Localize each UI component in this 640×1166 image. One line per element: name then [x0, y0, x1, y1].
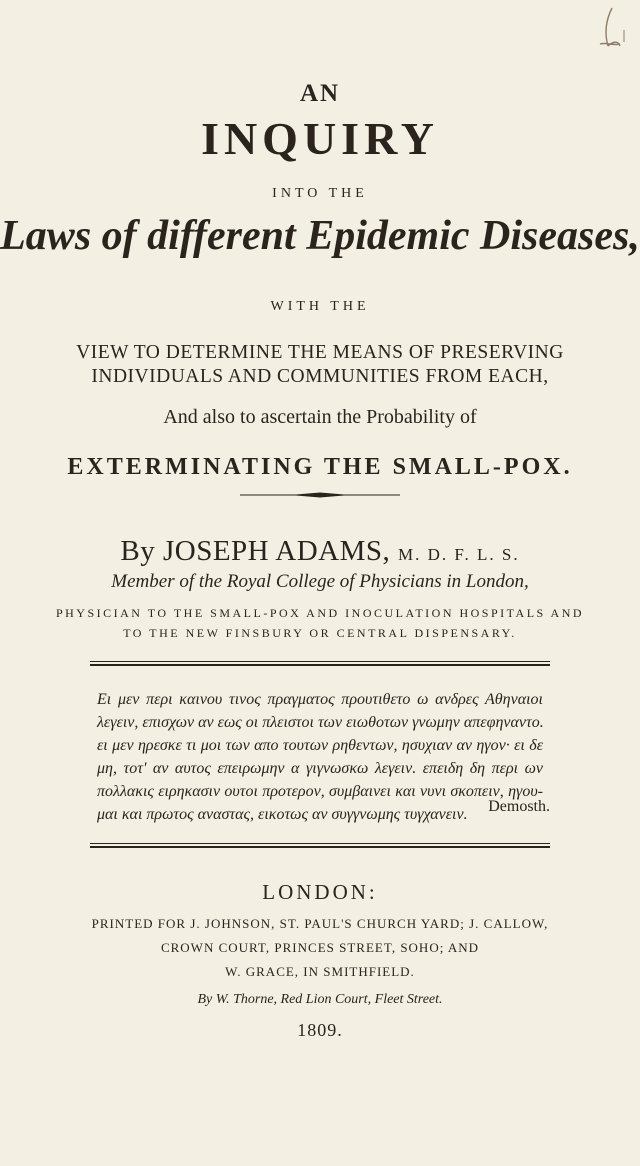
imprint-printed-for-1: PRINTED FOR J. JOHNSON, ST. PAUL'S CHURCH YARD; J. CALLOW, [91, 916, 549, 931]
line-inquiry: INQUIRY [201, 113, 439, 164]
imprint-printed-for-3: W. GRACE, IN SMITHFIELD. [225, 964, 415, 979]
line-an: AN [299, 80, 341, 107]
epigraph-line: λεγειν, επισχων αν εως οι πλειστοι των ειωθοτων γνωμην απεφηναντο. [97, 714, 544, 731]
line-view-2: INDIVIDUALS AND COMMUNITIES FROM EACH, [91, 366, 549, 387]
double-rule-bottom [90, 843, 550, 848]
author-position-1: PHYSICIAN TO THE SMALL-POX AND INOCULATION HOSPITALS AND [55, 606, 585, 620]
imprint-printer: By W. Thorne, Red Lion Court, Fleet Street. [197, 992, 443, 1007]
line-exterminating: EXTERMINATING THE SMALL-POX. [67, 454, 573, 480]
author-position-2: TO THE NEW FINSBURY OR CENTRAL DISPENSARY. [123, 626, 517, 640]
author-line [0, 535, 640, 568]
imprint-city: LONDON: [262, 880, 378, 904]
line-laws-of-epidemic-diseases: Laws of different Epidemic Diseases, [0, 213, 640, 259]
author-membership: Member of the Royal College of Physicians in London, [111, 571, 529, 592]
epigraph-line: πολλακις ειρηκασιν ουτοι προτερον, συμβαινει και νυνι σκοπειν, ηγου- [97, 783, 543, 800]
author-degrees: M. D. F. L. S. [398, 545, 520, 564]
author-name: JOSEPH ADAMS, [162, 535, 391, 567]
imprint-year: 1809. [297, 1020, 343, 1040]
epigraph-line: ει μεν ηρεσκε τι μοι των απο τουτων ρηθεντων, ησυχιαν αν ηγον· ει δε [97, 737, 543, 754]
library-mark [590, 2, 630, 62]
line-into-the: INTO THE [272, 186, 368, 201]
by-prefix: By [120, 535, 156, 567]
epigraph-line: μαι και πρωτος αναστας, εικοτως αν συγγνωμης τυγχανειν. [97, 806, 468, 823]
epigraph-attribution: Demosth. [488, 798, 550, 815]
line-also-ascertain: And also to ascertain the Probability of [163, 406, 477, 428]
double-rule-top [90, 661, 550, 666]
epigraph-line: μη, τοτ' αν αυτος επειρωμην α γιγνωσκω λεγειν. επειδη δη περι ων [97, 760, 543, 777]
line-with-the: WITH THE [270, 299, 370, 314]
ornamental-rule [240, 492, 400, 498]
line-view-1: VIEW TO DETERMINE THE MEANS OF PRESERVING [76, 342, 564, 363]
imprint-printed-for-2: CROWN COURT, PRINCES STREET, SOHO; AND [160, 940, 480, 955]
epigraph-line: Ει μεν περι καινου τινος πραγματος προυτιθετο ω ανδρες Αθηναιοι [97, 691, 543, 708]
